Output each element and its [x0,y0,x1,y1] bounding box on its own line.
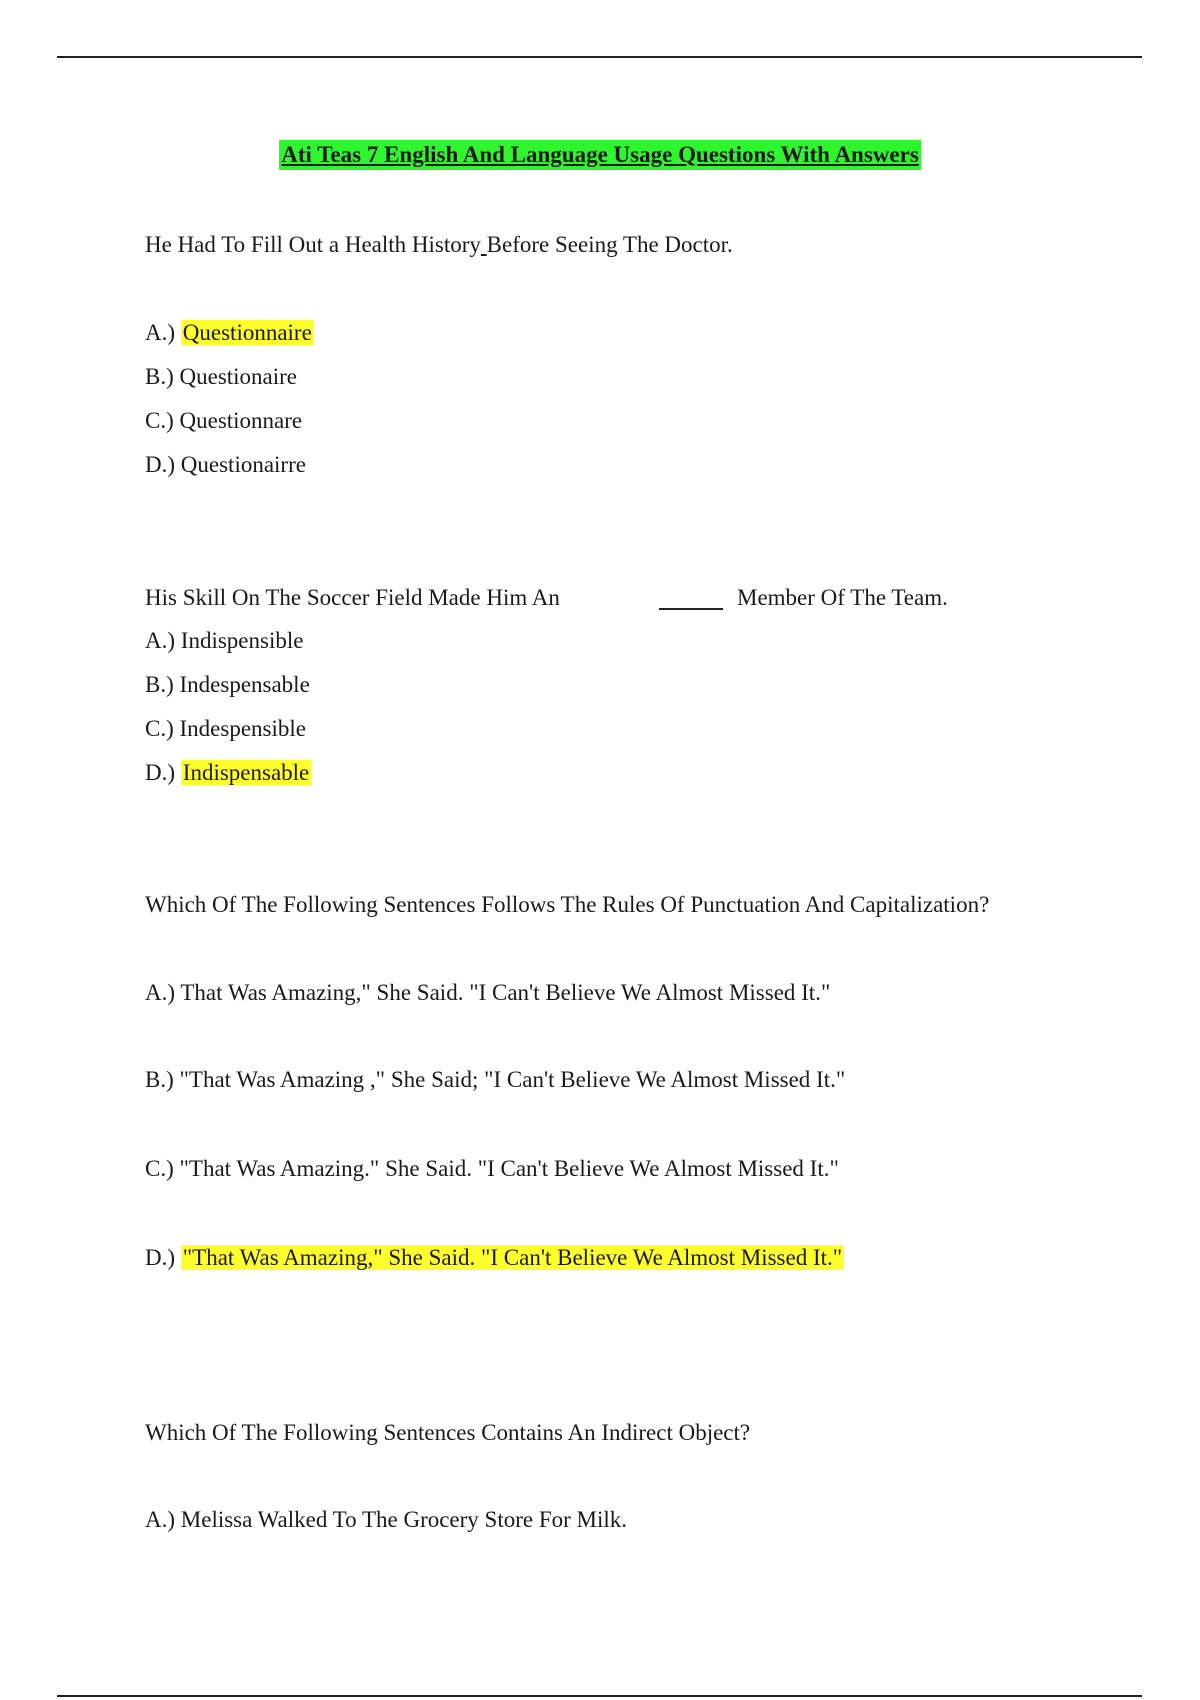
q4-option-a-text: Melissa Walked To The Grocery Store For Milk. [180,1507,628,1532]
option-prefix: D.) [145,760,176,785]
option-prefix: B.) [145,672,174,697]
q4-stem: Which Of The Following Sentences Contains An Indirect Object? [145,1420,751,1445]
option-prefix: A.) [145,980,176,1005]
q1-stem-before: He Had To Fill Out a Health History [145,232,481,257]
option-prefix: B.) [145,1067,174,1092]
option-prefix: A.) [145,628,176,653]
q1-stem [145,230,733,260]
document-title: Ati Teas 7 English And Language Usage Questions With Answers [279,140,921,170]
bottom-rule [57,1695,1142,1697]
option-prefix: A.) [145,1507,176,1532]
q3-option-d-text-highlighted: "That Was Amazing," She Said. "I Can't Believe We Almost Missed It." [182,1245,843,1270]
q2-option-b [145,670,310,700]
q2-option-d-text-highlighted: Indispensable [182,760,310,785]
q3-option-a [145,978,830,1008]
q1-option-d [145,450,306,480]
option-prefix: D.) [145,1245,176,1270]
option-prefix: A.) [145,320,176,345]
q1-option-a [145,318,314,348]
q2-option-a [145,626,303,656]
title-container [0,140,1200,170]
q2-option-b-text: Indespensable [179,672,310,697]
top-rule [57,56,1142,58]
option-prefix: C.) [145,408,174,433]
q2-blank-line [659,608,723,610]
q1-option-d-text: Questionairre [180,452,306,477]
option-prefix: C.) [145,1156,174,1181]
q4-option-a [145,1505,627,1535]
q3-option-a-text: That Was Amazing," She Said. "I Can't Believe We Almost Missed It." [180,980,831,1005]
option-prefix: D.) [145,452,176,477]
q1-stem-after: Before Seeing The Doctor. [486,232,733,257]
q1-option-b-text: Questionaire [179,364,298,389]
option-prefix: C.) [145,716,174,741]
q1-option-b [145,362,297,392]
q1-option-c [145,406,302,436]
q3-option-d [145,1243,844,1273]
q3-option-c-text: "That Was Amazing." She Said. "I Can't Believe We Almost Missed It." [179,1156,839,1181]
q2-option-c [145,714,306,744]
q3-stem: Which Of The Following Sentences Follows The Rules Of Punctuation And Capitalization? [145,892,990,917]
option-prefix: B.) [145,364,174,389]
q2-option-d [145,758,311,788]
q1-option-a-text-highlighted: Questionnaire [182,320,312,345]
q2-stem-after: Member Of The Team. [737,585,948,610]
q3-option-c [145,1154,839,1184]
q2-stem-before: His Skill On The Soccer Field Made Him An [145,585,560,610]
q3-option-b [145,1065,845,1095]
q1-option-c-text: Questionnare [179,408,303,433]
q2-option-c-text: Indespensible [179,716,306,741]
q2-option-a-text: Indispensible [180,628,304,653]
q3-option-b-text: "That Was Amazing ," She Said; "I Can't Believe We Almost Missed It." [179,1067,846,1092]
